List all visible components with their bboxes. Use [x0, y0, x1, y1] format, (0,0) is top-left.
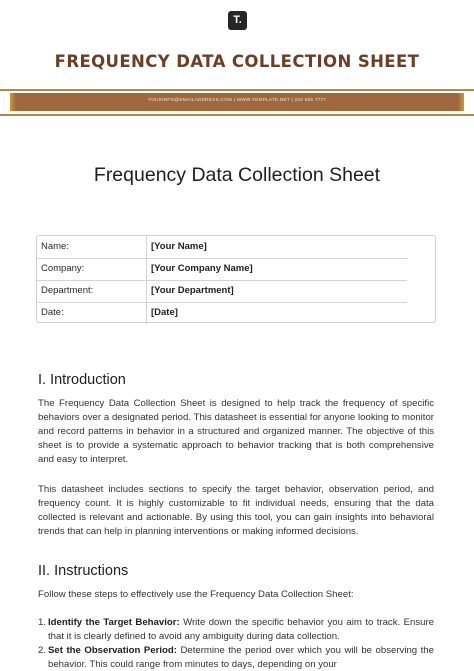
header-contact-band	[10, 93, 464, 111]
header-band-top-line	[0, 89, 474, 91]
list-item	[38, 644, 434, 671]
header-contact-text: YOURINFO@EMAILADDRESS.COM | WWW.TEMPLATE.NET | 222 555 7777	[147, 97, 327, 102]
info-row-date	[37, 302, 407, 324]
list-item-title: Identify the Target Behavior:	[48, 617, 180, 628]
template-logo: T.	[228, 11, 247, 30]
header-title: FREQUENCY DATA COLLECTION SHEET	[54, 52, 420, 71]
info-value: [Your Department]	[151, 285, 234, 296]
intro-paragraph-1: The Frequency Data Collection Sheet is designed to help track the frequency of specific behaviors over a designated period. This datasheet is essential for anyone looking to monitor and record patterns in behavior in a structured and organized manner. The objective of this sheet is to provide a systematic approach to behavior tracking that is both comprehensive and easy to interpret.	[38, 398, 434, 465]
document-title: Frequency Data Collection Sheet	[93, 164, 381, 186]
list-item	[38, 616, 434, 644]
list-item-text: Write down the specific behavior you aim to track. Ensure that it is clearly defined to avoid any ambiguity during data collection.	[48, 617, 434, 642]
info-label: Date:	[41, 307, 64, 318]
info-row-department	[37, 280, 407, 302]
header-band-bottom-line	[0, 114, 474, 116]
info-value: [Your Name]	[151, 241, 207, 252]
list-item-text: Determine the period over which you will be observing the behavior. This could range from minutes to days, depending on your	[48, 645, 434, 670]
info-row-name	[37, 236, 407, 258]
list-item-number: 1.	[38, 617, 47, 628]
intro-heading: I. Introduction	[38, 372, 126, 388]
list-item-number: 2.	[38, 645, 47, 656]
info-label: Name:	[41, 241, 69, 252]
info-row-company	[37, 258, 407, 280]
info-label: Department:	[41, 285, 94, 296]
instructions-steps	[38, 616, 434, 671]
info-label: Company:	[41, 263, 85, 274]
intro-paragraph-2: This datasheet includes sections to specify the target behavior, observation period, and frequency count. It is highly customizable to fit individual needs, ensuring that the data collected is relevant and actionable. By using this tool, you can gain insights into behavioral trends that can help in planning interventions or making informed decisions.	[38, 484, 434, 537]
list-item-title: Set the Observation Period:	[48, 645, 177, 656]
info-value: [Date]	[151, 307, 178, 318]
instructions-heading: II. Instructions	[38, 563, 129, 579]
info-value: [Your Company Name]	[151, 263, 253, 274]
info-table	[36, 235, 436, 323]
instructions-lead: Follow these steps to effectively use the Frequency Data Collection Sheet:	[38, 589, 354, 600]
